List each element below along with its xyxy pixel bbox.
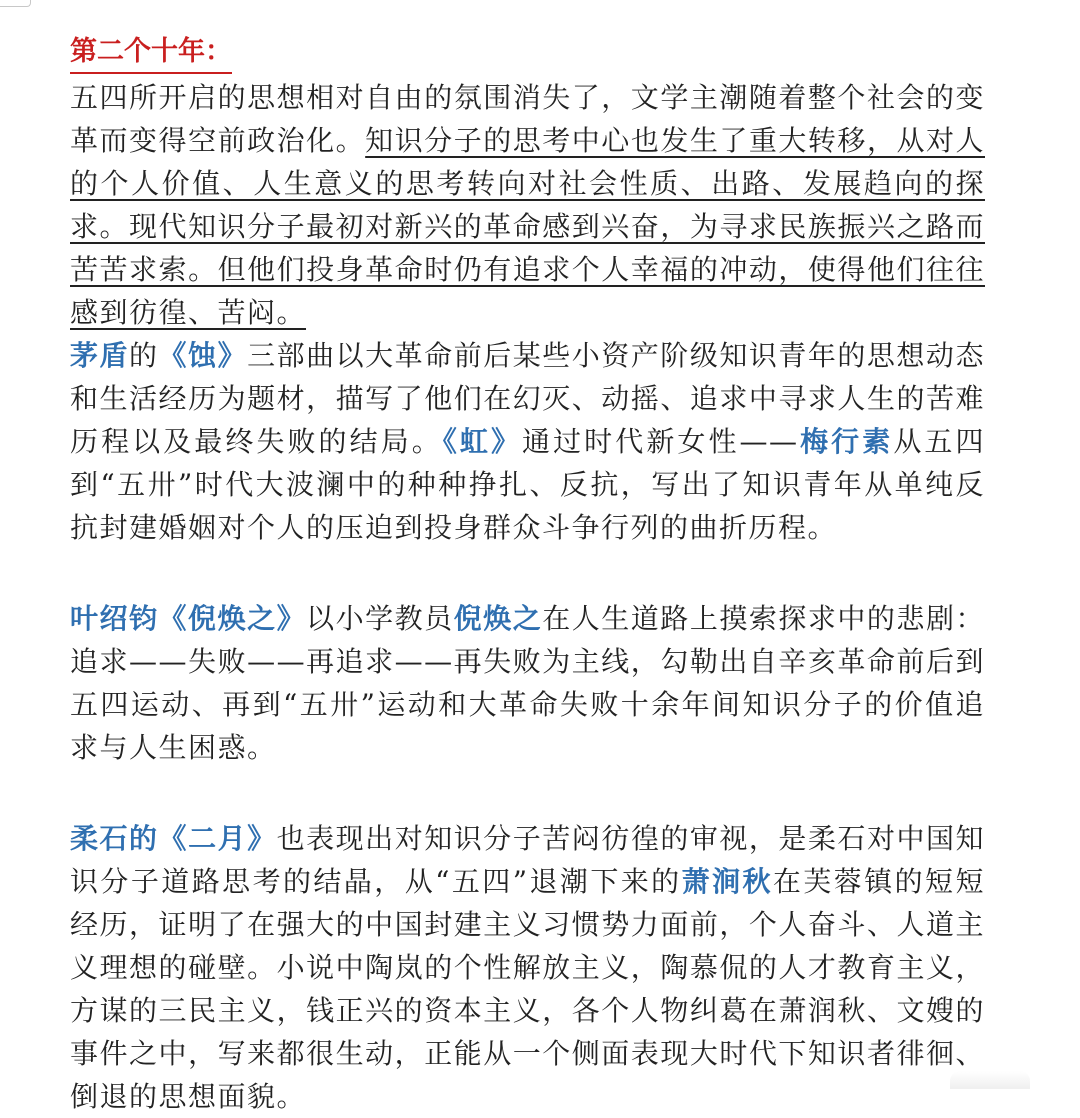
maodun-text-3: 通过时代新女性—— [522, 425, 799, 458]
author-work-nihuanzhi: 叶绍钧《倪焕之》 [70, 602, 307, 635]
maodun-text-1: 的 [129, 339, 159, 372]
maodun-text-2: 三部曲以大革命前后某些小资产阶级知识青年的思想动态和生活经历为题材，描写了他们在幻灭、动摇、追求中寻求人生的苦难历程以及最终失败的结局。 [70, 339, 985, 458]
watermark-shape [950, 1071, 1030, 1089]
intro-underlined-text: 知识分子的思考中心也发生了重大转移，从对人的个人价值、人生意义的思考转向对社会性质、出路、发展趋向的探求。现代知识分子最初对新兴的革命感到兴奋，为寻求民族振兴之路而苦苦求索。但他们投身革命时仍有追求个人幸福的冲动，使得他们往往感到彷徨、苦闷。 [70, 124, 985, 329]
yeshaojun-text-2: 在人生道路上摸索探求中的悲剧：追求——失败——再追求——再失败为主线，勾勒出自辛亥革命前后到五四运动、再到“五卅”运动和大革命失败十余年间知识分子的价值追求与人生困惑。 [70, 602, 985, 764]
work-hong: 《虹》 [442, 425, 523, 458]
work-shi: 《蚀》 [158, 339, 248, 372]
intro-plain-text: 五四所开启的思想相对自由的氛围消失了，文学主潮随着整个社会的变革而变得空前政治化。 [70, 81, 985, 157]
roushi-text-2: 在芙蓉镇的短短经历，证明了在强大的中国封建主义习惯势力面前，个人奋斗、人道主义理想的碰壁。小说中陶岚的个性解放主义，陶慕侃的人才教育主义，方谋的三民主义，钱正兴的资本主义，各个人物纠葛在萧润秋、文嫂的事件之中，写来都很生动，正能从一个侧面表现大时代下知识者徘徊、倒退的思想面貌。 [70, 865, 985, 1113]
yeshaojun-text-1: 以小学教员 [306, 602, 454, 635]
author-work-eryue: 柔石的《二月》 [70, 822, 277, 855]
author-maodun: 茅盾 [70, 339, 130, 372]
character-xiaojianqiu: 萧涧秋 [681, 865, 773, 898]
paragraph-intro [70, 76, 985, 334]
document-page [70, 28, 985, 1118]
section-heading: 第二个十年： [70, 32, 232, 74]
paragraph-roushi [70, 817, 985, 1118]
corner-tab [0, 0, 31, 7]
paragraph-maodun [70, 334, 985, 549]
paragraph-yeshaojun [70, 597, 985, 769]
character-nihuanzhi: 倪焕之 [453, 602, 543, 635]
roushi-text-1: 也表现出对知识分子苦闷彷徨的审视，是柔石对中国知识分子道路思考的结晶，从“五四”退潮下来的 [70, 822, 985, 898]
character-meixingsu: 梅行素 [798, 425, 894, 458]
maodun-text-4: 从五四到“五卅”时代大波澜中的种种挣扎、反抗，写出了知识青年从单纯反抗封建婚姻对个人的压迫到投身群众斗争行列的曲折历程。 [70, 425, 985, 544]
